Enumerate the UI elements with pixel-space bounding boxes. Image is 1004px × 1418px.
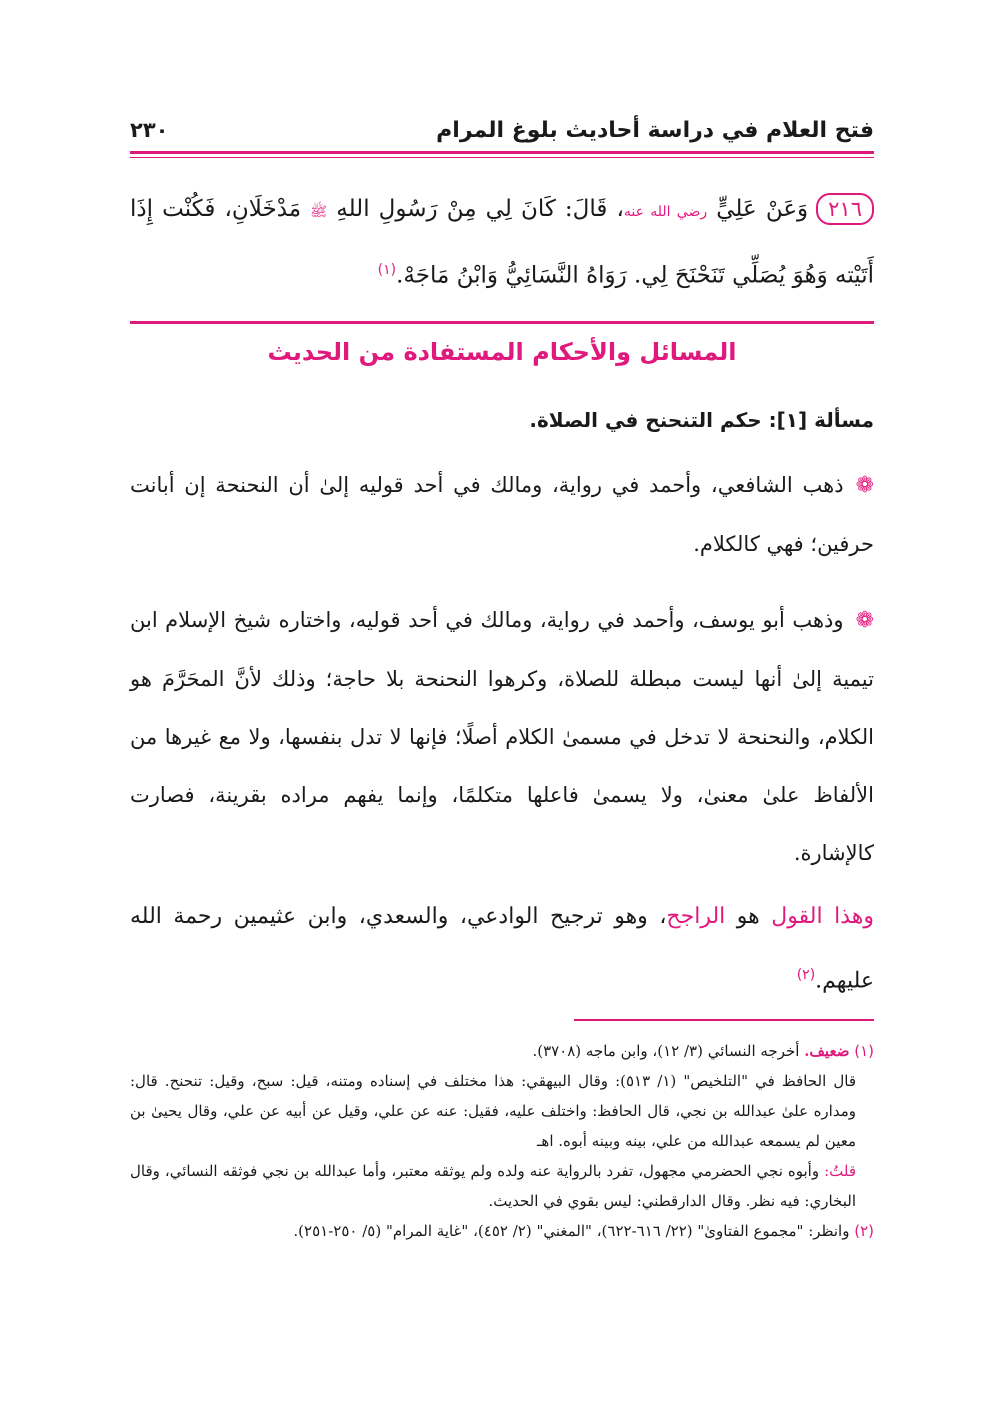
page-number: ٢٣٠ [130,118,169,142]
footnote-2 [130,1216,874,1246]
footnote-ref-2[interactable]: (٢) [796,967,816,983]
footnote-1-comment-text: وأبوه نجي الحضرمي مجهول، تفرد بالرواية عنه ولده ولم يوثقه معتبر، وأما عبدالله بن نجي فوثقه النسائي، وقال البخاري: فيه نظر. وقال الدارقطني: ليس بقوي في الحديث. [130,1162,856,1210]
footnote-1-detail: قال الحافظ في "التلخيص" (١/ ٥١٣): وقال البيهقي: هذا مختلف في إسناده ومتنه، قيل: سبح، وقيل: تنحنح. قال: ومداره علىٰ عبدالله بن نجي، قال الحافظ: واختلف عليه، فقيل: عنه عن علي، وقيل عن أبيه عن علي، وقال يحيىٰ بن معين لم يسمعه عبدالله من علي، بينه وبينه أبوه. اهـ [130,1072,857,1150]
preferred-opinion-word: الراجح [666,904,726,929]
footnote-1-text: أخرجه النسائي (٣/ ١٢)، وابن ماجه (٣٧٠٨). [532,1042,805,1060]
paragraph-3 [130,888,874,1010]
footnote-1-grade: ضعيف. [804,1042,850,1060]
section-heading: المسائل والأحكام المستفادة من الحديث [267,338,737,366]
footnote-separator [574,1019,874,1021]
salla-allah-alayhi-icon: ﷺ [310,204,328,220]
header-rule [130,151,874,154]
paragraph-1 [130,456,874,573]
radiya-allah-anhu-icon: رضي الله عنه [623,204,708,220]
footnote-1-number: (١) [854,1042,874,1060]
footnote-1 [130,1036,874,1066]
footnotes [130,1036,874,1246]
footnote-ref-1[interactable]: (١) [377,262,397,278]
paragraph-3-text: ، وهو ترجيح الوادعي، والسعدي، وابن عثيمين رحمة الله عليهم. [130,904,874,994]
footnote-1-qult: قلتُ: [824,1162,856,1180]
footnote-1-comment [130,1156,874,1216]
preferred-opinion-lead: وهذا القول [771,904,874,929]
hadith-part1: وَعَنْ عَلِيٍّ [716,196,809,222]
paragraph-1-text: ذهب الشافعي، وأحمد في رواية، ومالك في أحد قوليه إلىٰ أن النحنحة إن أبانت حرفين؛ فهي كالكلام. [130,473,874,556]
issue-title: حكم التنحنح في الصلاة. [529,408,762,432]
issue-heading [529,408,874,432]
paragraph-2 [130,591,874,882]
book-title: فتح العلام في دراسة أحاديث بلوغ المرام [436,118,874,143]
paragraph-3-mid: هو [725,904,772,929]
section-rule [130,321,874,324]
footnote-2-number: (٢) [854,1222,874,1240]
issue-label: مسألة [١]: [768,408,874,432]
flower-bullet-icon: ❁ [855,608,874,633]
paragraph-2-text: وذهب أبو يوسف، وأحمد في رواية، ومالك في أحد قوليه، واختاره شيخ الإسلام ابن تيمية إلىٰ أنها ليست مبطلة للصلاة، وكرهوا النحنحة بلا حاجة؛ وذلك لأنَّ المحَرَّمَ هو الكلام، والنحنحة لا تدخل في مسمىٰ الكلام أصلًا؛ فإنها لا تدل بنفسها، ولا مع غيرها من الألفاظ علىٰ معنىٰ، ولا يسمىٰ فاعلها متكلمًا، وإنما يفهم مراده بقرينة، فصارت كالإشارة. [130,608,874,865]
header-rule-thin [130,157,874,158]
hadith-number-badge: ٢١٦ [816,193,874,225]
hadith-part2: ، قَالَ: كَانَ لِي مِنْ رَسُولِ اللهِ [336,196,624,222]
hadith-text [130,180,874,305]
hadith-part3: مَدْخَلَانِ، فَكُنْت إِذَا أَتَيْته وَهُوَ يُصَلِّي تَنَحْنَحَ لِي. رَوَاهُ النَّسَائِيُّ وَابْنُ مَاجَهْ. [130,196,874,289]
footnote-2-text: وانظر: "مجموع الفتاوىٰ" (٢٢/ ٦١٦-٦٢٢)، "المغني" (٢/ ٤٥٢)، "غاية المرام" (٥/ ٢٥٠-٢٥١). [293,1222,855,1240]
flower-bullet-icon: ❁ [855,473,874,498]
